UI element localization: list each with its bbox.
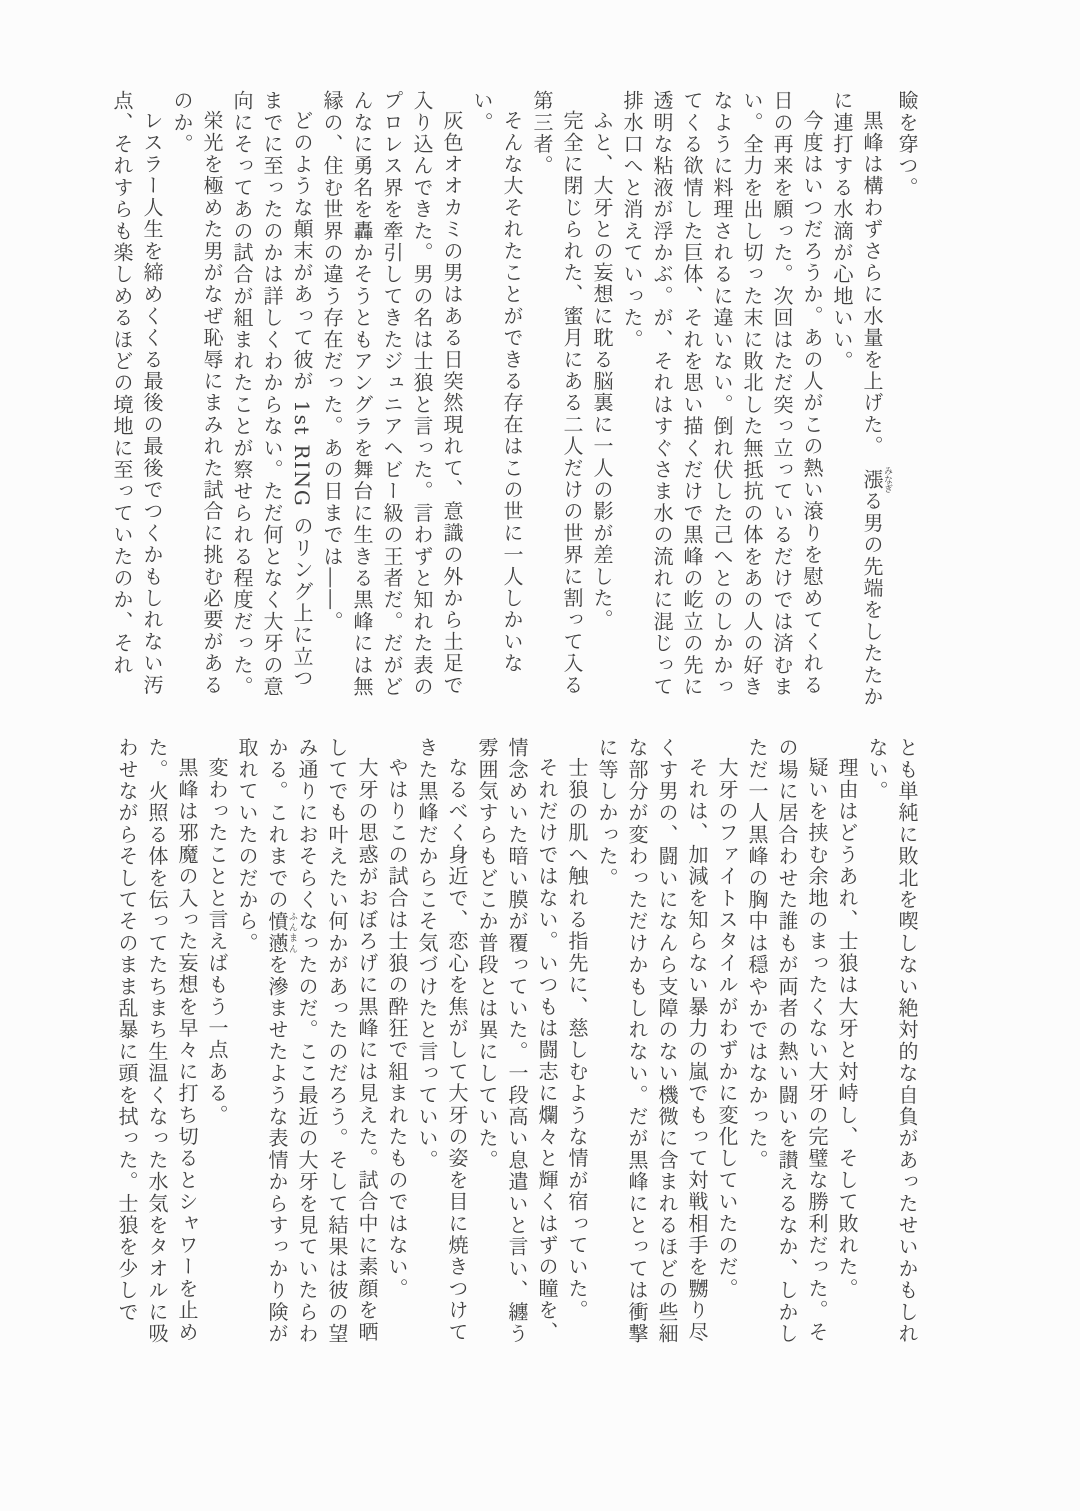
paragraph: 灰色オオカミの男はある日突然現れて、意識の外から土足で入り込んできた。男の名は士狼と言った。言わずと知れた表のプロレス界を牽引してきたジュニアヘビー級の王者だ。だがどんなに勇名を轟かそうともアングラを舞台に生きる黒峰には無縁の、住む世界の違う存在だった。あの日までは――。 — [320, 90, 464, 698]
paragraph: 黒峰は邪魔の入った妄想を早々に打ち切るとシャワーを止めた。火照る体を伝ってたちまち生温くなった水気をタオルに吸わせながらそしてそのまま乱暴に頭を拭った。士狼を少しで — [115, 737, 199, 1345]
paragraph: それだけではない。いつもは闘志に爛々と輝くはずの瞳を、情念めいた暗い膜が覆っていた。一段高い息遣いと言い、纏う雰囲気すらもどこか普段とは異にしていた。 — [475, 737, 559, 1345]
paragraph: 大牙の思惑がおぼろげに黒峰には見えた。試合中に素顔を晒してでも叶えたい何かがあったのだろう。そして結果は彼の望み通りにおそらくなったのだ。ここ最近の大牙を見ていたらわかる。これまでの憤懣ふんまんを滲ませたような表情からすっかり険が取れていたのだから。 — [235, 737, 379, 1345]
paragraph: とも単純に敗北を喫しない絶対的な自負があったせいかもしれない。 — [865, 737, 919, 1345]
page-spread-bottom — [107, 737, 922, 1355]
furigana: ふんまん — [287, 910, 297, 955]
paragraph: 今度はいつだろうか。あの人がこの熱い滾りを慰めてくれる日の再来を願った。次回はただ突っ立っているだけでは済むまい。全力を出し切った末に敗北した無抵抗の体をあの人の好きなように料理されるに違いない。倒れ伏した己へとのしかかってくる欲情した巨体、それを思い描くだけで黒峰の屹立の先に透明な粘液が浮かぶ。が、それはすぐさま水の流れに混じって排水口へと消えていった。 — [620, 90, 824, 698]
paragraph: やはりこの試合は士狼の酔狂で組まれたものではない。 — [385, 757, 409, 1300]
paragraph: レスラー人生を締めくくる最後の最後でつくかもしれない汚点、それすらも楽しめるほどの境地に至っていたのか、それ — [110, 90, 164, 696]
paragraph: そんな大それたことができる存在はこの世に一人しかいない。 — [470, 90, 524, 675]
paragraph: 栄光を極めた男がなぜ恥辱にまみれた試合に挑む必要があるのか。 — [170, 90, 224, 696]
paragraph: ふと、大牙との妄想に耽る脳裏に一人の影が差した。 — [590, 110, 614, 631]
paragraph: 疑いを挟む余地のまったくない大牙の完璧な勝利だった。その場に居合わせた誰もが両者の熱い闘いを讃えるなか、しかしただ一人黒峰の胸中は穏やかではなかった。 — [745, 737, 829, 1345]
ruby-annotated-word: 漲みなぎ — [860, 466, 892, 494]
paragraph: なるべく身近で、恋心を焦がして大牙の姿を目に焼きつけてきた黒峰だからこそ気づけたと言っていい。 — [415, 737, 469, 1343]
paragraph: 変わったことと言えばもう一点ある。 — [205, 757, 229, 1126]
paragraph: どのような顛末があって彼が 1st RING のリング上に立つまでに至ったのかは詳しくわからない。ただ何となく大牙の意向にそってあの試合が組まれたことが察せられる程度だった。 — [230, 90, 314, 698]
paragraph: 瞼を穿つ。 — [895, 90, 919, 199]
paragraph: 大牙のファイトスタイルがわずかに変化していたのだ。 — [715, 757, 739, 1300]
furigana: みなぎ — [882, 466, 892, 494]
page-spread-top — [107, 90, 922, 708]
paragraph: それは、加減を知らない暴力の嵐でもって対戦相手を嬲り尽くす男の、闘いになんら支障のない機微に含まれるほどの些細な部分が変わっただけかもしれない。だが黒峰にとっては衝撃に等しかった。 — [595, 737, 709, 1345]
paragraph: 完全に閉じられた、蜜月にある二人だけの世界に割って入る第三者。 — [530, 90, 584, 696]
ruby-annotated-word: 憤懣ふんまん — [265, 910, 297, 955]
paragraph: 黒峰は構わずさらに水量を上げた。 漲みなぎる男の先端をしたたかに連打する水滴が心地いい。 — [830, 90, 892, 708]
paragraph: 士狼の肌へ触れる指先に、慈しむような情が宿っていた。 — [565, 757, 589, 1322]
paragraph: 理由はどうあれ、士狼は大牙と対峙し、そして敗れた。 — [835, 757, 859, 1300]
